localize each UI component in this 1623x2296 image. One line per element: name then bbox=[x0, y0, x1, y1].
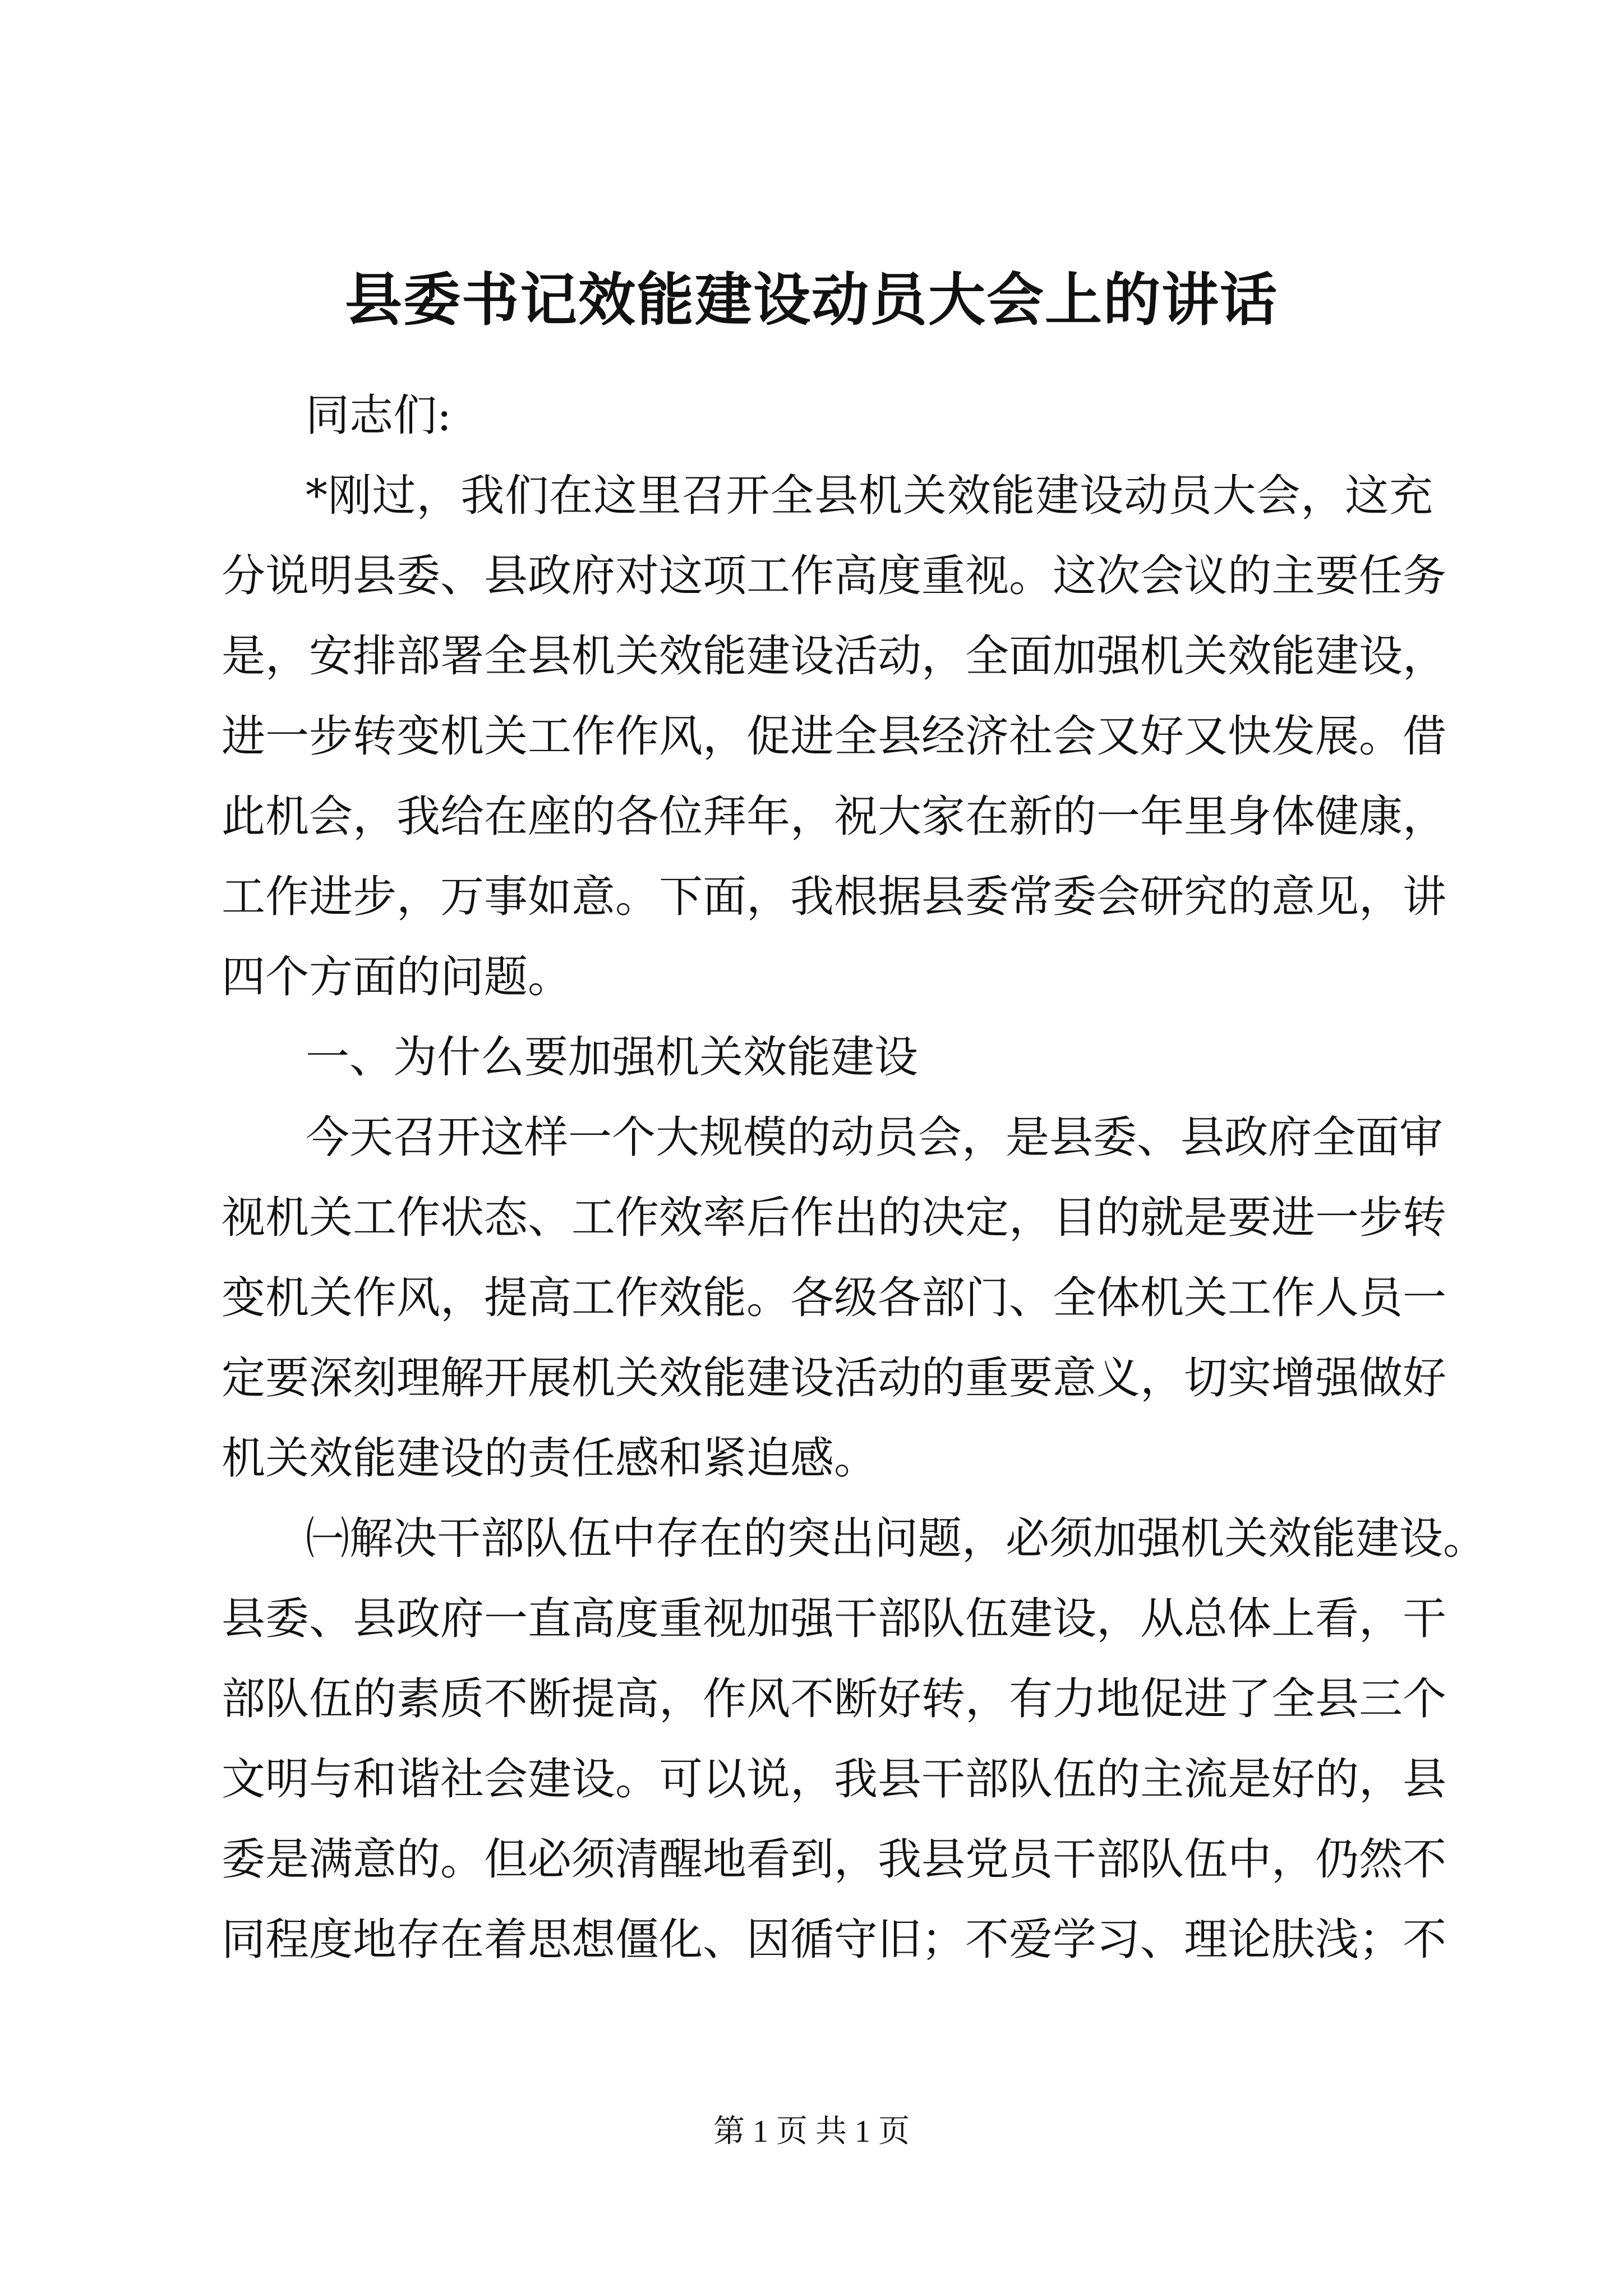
section-heading: 一、为什么要加强机关效能建设 bbox=[306, 1032, 919, 1083]
paragraph-line: 分说明县委、县政府对这项工作高度重视。这次会议的主要任务 bbox=[222, 551, 1447, 601]
paragraph-line: 同程度地存在着思想僵化、因循守旧；不爱学习、理论肤浅；不 bbox=[222, 1915, 1447, 1965]
paragraph-line: 定要深刻理解开展机关效能建设活动的重要意义，切实增强做好 bbox=[222, 1353, 1447, 1404]
subsection-heading: ㈠解决干部队伍中存在的突出问题，必须加强机关效能建设。 bbox=[306, 1513, 1487, 1564]
document-body bbox=[222, 376, 1487, 1980]
paragraph-line: 机关效能建设的责任感和紧迫感。 bbox=[222, 1433, 878, 1484]
paragraph-line: 此机会，我给在座的各位拜年，祝大家在新的一年里身体健康， bbox=[222, 792, 1447, 842]
paragraph-line: 四个方面的问题。 bbox=[222, 952, 572, 1002]
paragraph-line: 县委、县政府一直高度重视加强干部队伍建设，从总体上看，干 bbox=[222, 1594, 1447, 1644]
paragraph-line: 文明与和谐社会建设。可以说，我县干部队伍的主流是好的，县 bbox=[222, 1754, 1447, 1805]
paragraph-line: *刚过，我们在这里召开全县机关效能建设动员大会，这充 bbox=[306, 471, 1433, 521]
paragraph-line: 今天召开这样一个大规模的动员会，是县委、县政府全面审 bbox=[306, 1112, 1444, 1163]
paragraph-line: 进一步转变机关工作作风，促进全县经济社会又好又快发展。借 bbox=[222, 711, 1447, 762]
paragraph-line: 是，安排部署全县机关效能建设活动，全面加强机关效能建设， bbox=[222, 631, 1447, 682]
paragraph-line: 变机关作风，提高工作效能。各级各部门、全体机关工作人员一 bbox=[222, 1273, 1447, 1323]
paragraph-line: 工作进步，万事如意。下面，我根据县委常委会研究的意见，讲 bbox=[222, 872, 1447, 922]
document-title: 县委书记效能建设动员大会上的讲话 bbox=[345, 266, 1278, 334]
salutation-line: 同志们: bbox=[306, 390, 452, 441]
paragraph-line: 视机关工作状态、工作效率后作出的决定，目的就是要进一步转 bbox=[222, 1193, 1447, 1243]
paragraph-line: 部队伍的素质不断提高，作风不断好转，有力地促进了全县三个 bbox=[222, 1674, 1447, 1724]
page-footer: 第 1 页 共 1 页 bbox=[713, 2114, 910, 2149]
paragraph-line: 委是满意的。但必须清醒地看到，我县党员干部队伍中，仍然不 bbox=[222, 1834, 1447, 1885]
